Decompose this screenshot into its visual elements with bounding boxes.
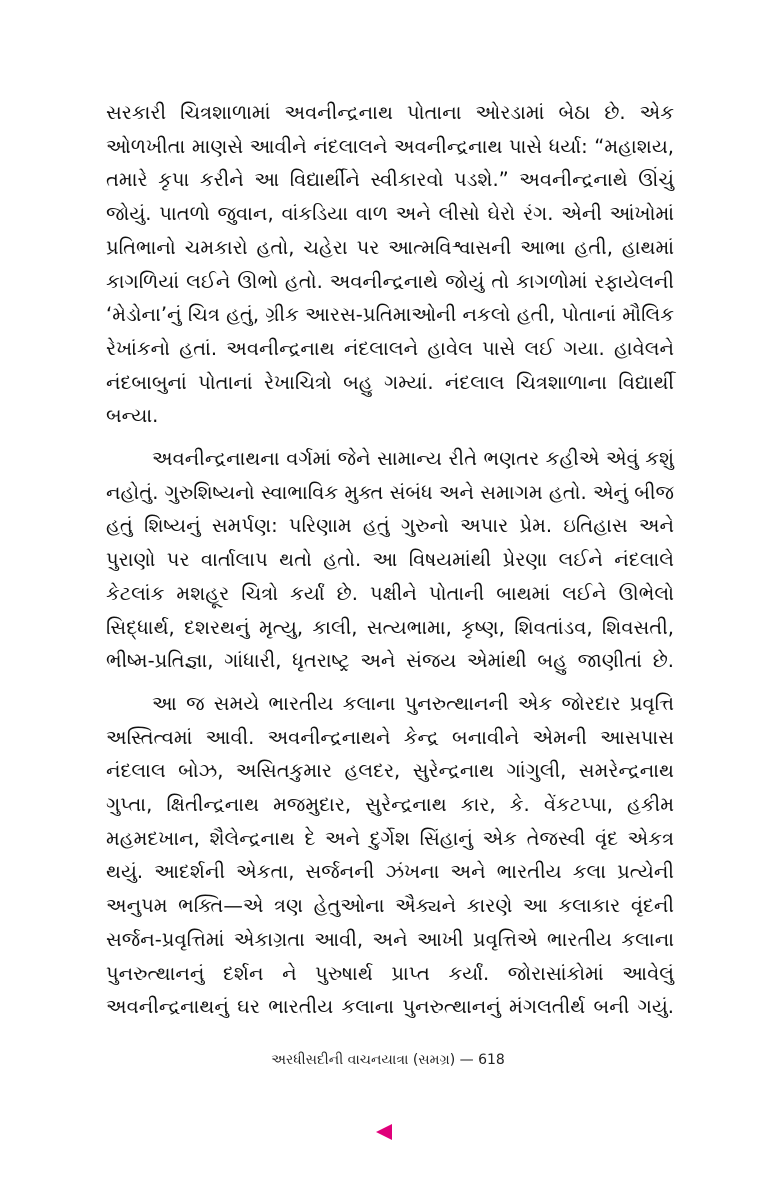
paragraph-1: સરકારી ચિત્રશાળામાં અવનીન્દ્રનાથ પોતાના ઓરડામાં બેઠા છે. એક ઓળખીતા માણસે આવીને નંદલાલને અવનીન્દ્રનાથ પાસે ધર્યા: “મહાશય, તમારે કૃપા કરીને આ વિદ્યાર્થીને સ્વીકારવો પડશે.” અવનીન્દ્રનાથે ઊંચું જોયું. પાતળો જુવાન, વાંકડિયા વાળ અને લીસો ઘેરો રંગ. એની આંખોમાં પ્રતિભાનો ચમકારો હતો, ચહેરા પર આત્મવિશ્વાસની આભા હતી, હાથમાં કાગળિયાં લઈને ઊભો હતો. અવનીન્દ્રનાથે જોયું તો કાગળોમાં રફાયેલની ‘મેડોના’નું ચિત્ર હતું, ગ્રીક આરસ-પ્રતિમાઓની નકલો હતી, પોતાનાં મૌલિક રેખાંકનો હતાં. અવનીન્દ્રનાથ નંદલાલને હાવેલ પાસે લઈ ગયા. હાવેલને નંદબાબુનાં પોતાનાં રેખાચિત્રો બહુ ગમ્યાં. નંદલાલ ચિત્રશાળાના વિદ્યાર્થી બન્યા. [106,101,674,428]
page-footer: અરધીસદીની વાચનયાત્રા (સમગ્ર) — 618 [271,1052,505,1068]
paragraph-2: અવનીન્દ્રનાથના વર્ગમાં જેને સામાન્ય રીતે ભણતર કહીએ એવું કશું નહોતું. ગુરુશિષ્યનો સ્વાભાવિક મુક્ત સંબંધ અને સમાગમ હતો. એનું બીજ હતું શિષ્યનું સમર્પણ: પરિણામ હતું ગુરુનો અપાર પ્રેમ. ઇતિહાસ અને પુરાણો પર વાર્તાલાપ થતો હતો. આ વિષયમાંથી પ્રેરણા લઈને નંદલાલે કેટલાંક મશહૂર ચિત્રો કર્યાં છે. પક્ષીને પોતાની બાથમાં લઈને ઊભેલો સિદ્ધાર્થ, દશરથનું મૃત્યુ, કાલી, સત્યભામા, કૃષ્ણ, શિવતાંડવ, શિવસતી, ભીષ્મ-પ્રતિજ્ઞા, ગાંધારી, ધૃતરાષ્ટ્ર અને સંજય એમાંથી બહુ જાણીતાં છે. [106,447,674,673]
previous-page-icon[interactable] [376,1124,392,1140]
paragraph-3: આ જ સમયે ભારતીય કલાના પુનરુત્થાનની એક જોરદાર પ્રવૃત્તિ અસ્તિત્વમાં આવી. અવનીન્દ્રનાથને કેન્દ્ર બનાવીને એમની આસપાસ નંદલાલ બોઝ, અસિતકુમાર હલદર, સુરેન્દ્રનાથ ગાંગુલી, સમરેન્દ્રનાથ ગુપ્તા, ક્ષિતીન્દ્રનાથ મજમુદાર, સુરેન્દ્રનાથ કાર, કે. વેંકટપ્પા, હકીમ મહમદખાન, શૈલેન્દ્રનાથ દે અને દુર્ગેશ સિંહાનું એક તેજસ્વી વૃંદ એકત્ર થયું. આદર્શની એકતા, સર્જનની ઝંખના અને ભારતીય કલા પ્રત્યેની અનુપમ ભક્તિ—એ ત્રણ હેતુઓના ઐક્યને કારણે આ કલાકાર વૃંદની સર્જન-પ્રવૃત્તિમાં એકાગ્રતા આવી, અને આખી પ્રવૃત્તિએ ભારતીય કલાના પુનરુત્થાનનું દર્શન ને પુરુષાર્થ પ્રાપ્ત કર્યાં. જોરાસાંકોમાં આવેલું અવનીન્દ્રનાથનું ઘર ભારતીય કલાના પુનરુત્થાનનું મંગલતીર્થ બની ગયું. [106,691,674,1019]
body-text [106,96,674,1024]
